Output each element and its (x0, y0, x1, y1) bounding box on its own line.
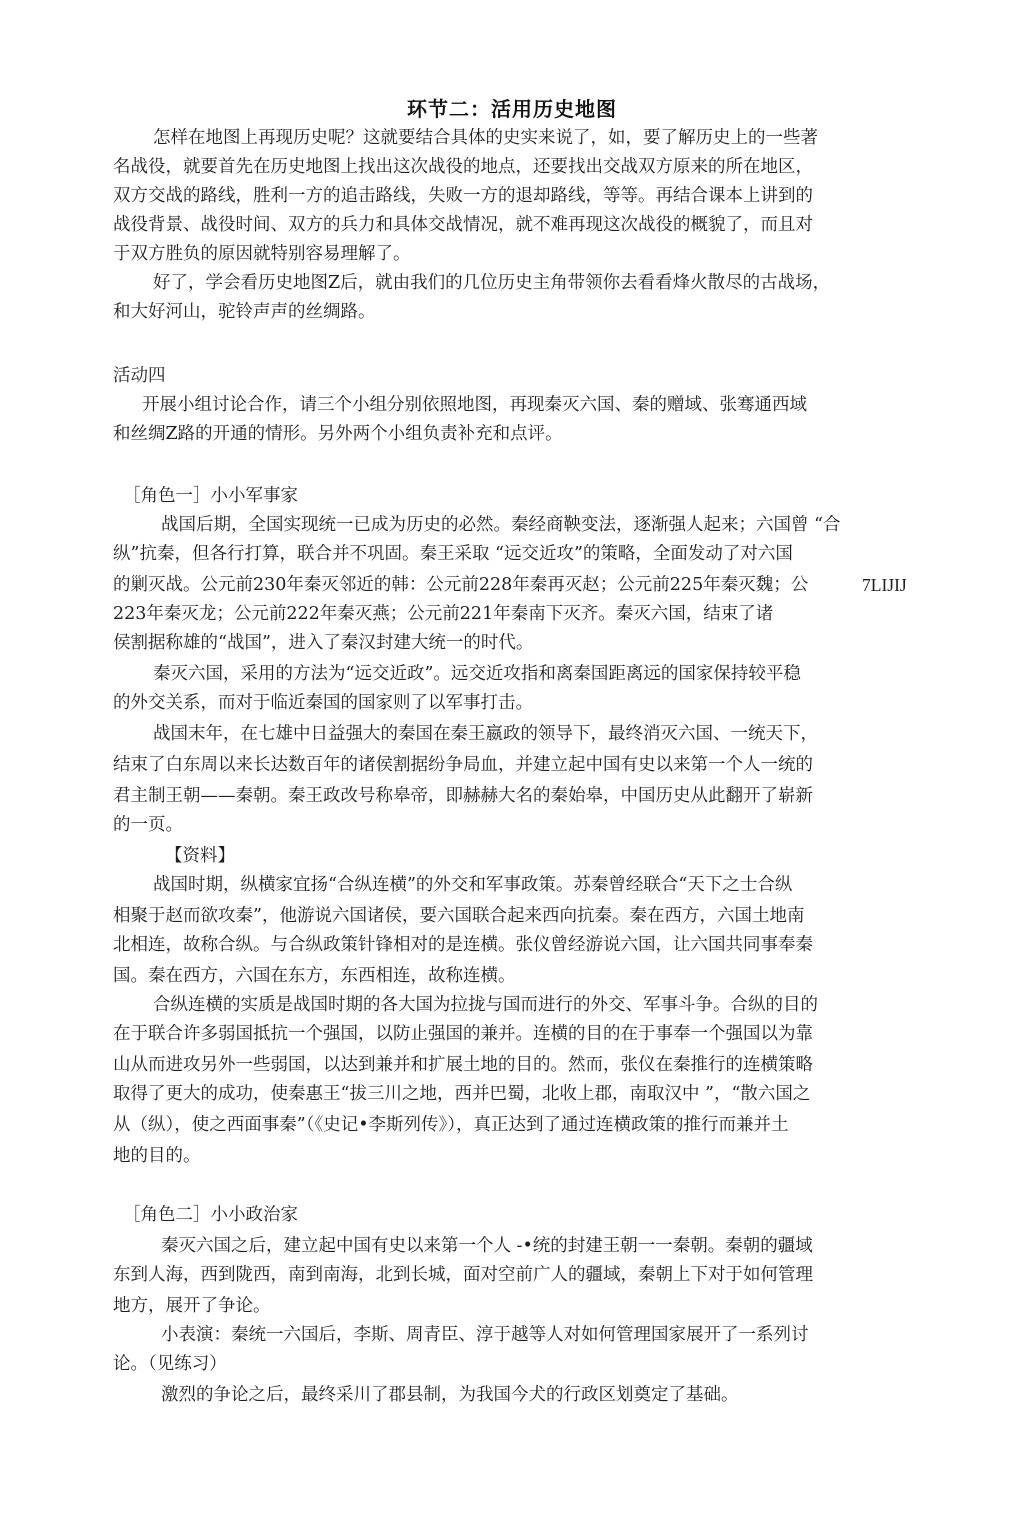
paragraph-line: 怎样在地图上再现历史呢？这就要结合具体的史实来说了，如，要了解历史上的一些著 (153, 128, 818, 148)
paragraph-line: 从（纵），使之西面事秦”（《史记•李斯列传》），真正达到了通过连横政策的推行而兼并土 (113, 1115, 789, 1135)
section-title: 环节二：活用历史地图 (407, 97, 617, 121)
paragraph-line: 秦灭六国之后，建立起中国有史以来第一个人 -•统的封建王朝一一秦朝。秦朝的疆域 (161, 1236, 813, 1256)
paragraph-line: 取得了更大的成功，使秦惠王“拔三川之地，西并巴蜀，北收上郡，南取汉中 ”，“散六国之 (113, 1084, 811, 1104)
paragraph-line: 君主制王朝——秦朝。秦王政改号称皋帝，即赫赫大名的秦始皋，中国历史从此翻开了崭新 (113, 786, 813, 806)
paragraph-line: 战国后期，全国实现统一已成为历史的必然。秦经商鞅变法，逐渐强人起来；六国曾 “合 (161, 515, 841, 535)
paragraph-line: 东到人海，西到陇西，南到南海，北到长城，面对空前广人的疆域，秦朝上下对于如何管理 (113, 1265, 813, 1285)
paragraph-line: 开展小组讨论合作，请三个小组分别依照地图，再现秦灭六国、秦的赠域、张骞通西域 (142, 395, 807, 415)
paragraph-line: 地方，展开了争论。 (113, 1296, 271, 1316)
paragraph-line: 论。（见练习） (113, 1354, 227, 1374)
paragraph-line: 北相连，故称合纵。与合纵政策针锋相对的是连横。张仪曾经游说六国，让六国共同事奉秦 (113, 935, 813, 955)
paragraph-line: 的剿灭战。公元前230年秦灭邻近的韩：公元前228年秦再灭赵；公元前225年秦灭魏；公 (113, 575, 809, 595)
paragraph-line: 名战役，就要首先在历史地图上找出这次战役的地点，还要找出交战双方原来的所在地区， (113, 157, 813, 177)
paragraph-line: 山从而进攻另外一些弱国，以达到兼并和扩展土地的目的。然而，张仪在秦推行的连横策略 (113, 1055, 813, 1075)
paragraph-line: 的一页。 (113, 815, 183, 835)
paragraph-line: 223年秦灭龙；公元前222年秦灭燕；公元前221年秦南下灭齐。秦灭六国，结束了诸 (113, 604, 774, 624)
paragraph-line: 于双方胜负的原因就特别容易理解了。 (113, 244, 411, 264)
paragraph-line: 侯割据称雄的“战国”，进入了秦汉封建大统一的时代。 (113, 633, 534, 653)
paragraph-line: 好了，学会看历史地图Z后，就由我们的几位历史主角带领你去看看烽火散尽的古战场， (153, 273, 831, 293)
paragraph-line: 地的目的。 (113, 1146, 201, 1166)
activity-heading: 活动四 (113, 366, 166, 386)
role-heading: ［角色二］小小政治家 (123, 1205, 298, 1225)
paragraph-line: 战国末年，在七雄中日益强大的秦国在秦王嬴政的领导下，最终消灭六国、一统天下， (153, 724, 818, 744)
paragraph-line: 在于联合许多弱国抵抗一个强国，以防止强国的兼并。连横的目的在于事奉一个强国以为靠 (113, 1024, 813, 1044)
paragraph-line: 秦灭六国，采用的方法为“远交近政”。远交近攻指和离秦国距离远的国家保持较平稳 (153, 664, 801, 684)
paragraph-line: 小表演：秦统一六国后，李斯、周青臣、淳于越等人对如何管理国家展开了一系列讨 (161, 1325, 809, 1345)
paragraph-line: 和丝绸Z路的开通的情形。另外两个小组负责补充和点评。 (113, 424, 563, 444)
paragraph-line: 和大好河山，驼铃声声的丝绸路。 (113, 302, 376, 322)
side-note: 7LIJIJ (862, 575, 907, 595)
paragraph-line: 的外交关系，而对于临近秦国的国家则了以军事打击。 (113, 693, 533, 713)
paragraph-line: 纵”抗秦，但各行打算，联合并不巩固。秦王采取 “远交近攻”的策略，全面发动了对六国 (113, 544, 793, 564)
paragraph-line: 战国时期，纵横家宜扬“合纵连横”的外交和军事政策。苏秦曾经联合“天下之士合纵 (153, 875, 793, 895)
paragraph-line: 结束了白东周以来长达数百年的诸侯割据纷争局血，并建立起中国有史以来第一个人一统的 (113, 755, 813, 775)
role-heading: ［角色一］小小军事家 (123, 486, 298, 506)
paragraph-line: 战役背景、战役时间、双方的兵力和具体交战情况，就不难再现这次战役的概貌了，而且对 (113, 215, 813, 235)
paragraph-line: 激烈的争论之后，最终采川了郡县制，为我国今犬的行政区划奠定了基础。 (161, 1385, 739, 1405)
material-heading: 【资料】 (165, 846, 235, 866)
paragraph-line: 双方交战的路线，胜利一方的追击路线，失败一方的退却路线，等等。再结合课本上讲到的 (113, 186, 813, 206)
paragraph-line: 国。秦在西方，六国在东方，东西相连，故称连横。 (113, 966, 516, 986)
paragraph-line: 合纵连横的实质是战国时期的各大国为拉拢与国而进行的外交、军事斗争。合纵的目的 (153, 995, 818, 1015)
paragraph-line: 相聚于赵而欲攻秦”，他游说六国诸侯，要六国联合起来西向抗秦。秦在西方，六国土地南 (113, 906, 805, 926)
